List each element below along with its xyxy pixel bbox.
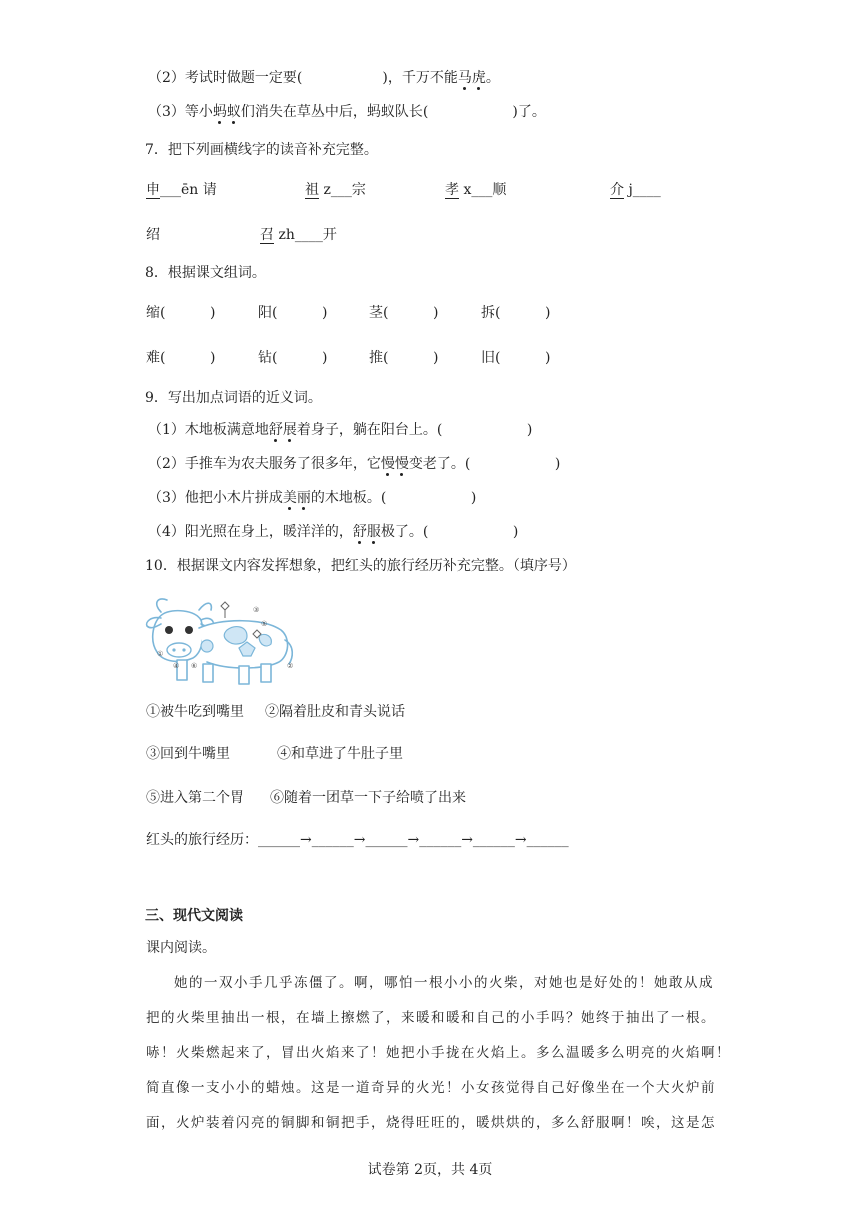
q7-word-5: 召 zh____开 — [260, 227, 337, 243]
q9-item4: （4）阳光照在身上，暖洋洋的，舒服极了。( ) — [148, 524, 519, 540]
cow-label: ① — [157, 650, 164, 658]
q7-word-4-tail: 绍 — [146, 227, 160, 243]
q6-item3: （3）等小蚂蚁们消失在草丛中后，蚂蚁队长( )了。 — [148, 104, 546, 120]
q10-option-4: ④和草进了牛肚子里 — [277, 746, 403, 762]
q7-title: 7．把下列画横线字的读音补充完整。 — [145, 142, 378, 158]
q7-word-2: 祖 z___宗 — [305, 182, 366, 198]
cow-label: ③ — [253, 606, 260, 614]
q8-blank: 推( ) — [369, 350, 439, 366]
cow-label: ④ — [173, 662, 180, 670]
q7-word-3: 孝 x___顺 — [445, 182, 507, 198]
q8-title: 8．根据课文组词。 — [145, 265, 266, 281]
page-footer: 试卷第 2页，共 4页 — [367, 1162, 493, 1178]
passage-line: 把的火柴里抽出一根，在墙上擦燃了，来暖和暖和自己的小手吗？她终于抽出了一根。 — [146, 1010, 716, 1026]
q9-title: 9．写出加点词语的近义词。 — [145, 390, 322, 406]
q10-option-6: ⑥随着一团草一下子给喷了出来 — [270, 790, 466, 806]
section-subheading: 课内阅读。 — [146, 940, 216, 956]
q8-blank: 难( ) — [146, 350, 216, 366]
q7-word-4: 介 j____ — [610, 182, 661, 198]
passage-line: 简直像一支小小的蜡烛。这是一道奇异的火光！小女孩觉得自己好像坐在一个大火炉前 — [146, 1080, 716, 1096]
passage-line: 哧！火柴燃起来了，冒出火焰来了！她把小手拢在火焰上。多么温暖多么明亮的火焰啊！ — [146, 1045, 731, 1061]
q10-option-1: ①被牛吃到嘴里 — [146, 704, 244, 720]
q10-journey-blanks: 红头的旅行经历：______→______→______→______→______→______ — [146, 832, 569, 848]
cow-label: ⑤ — [261, 620, 268, 628]
q9-item2: （2）手推车为农夫服务了很多年，它慢慢变老了。( ) — [148, 456, 561, 472]
q8-blank: 旧( ) — [481, 350, 551, 366]
section-heading: 三、现代文阅读 — [145, 908, 243, 924]
passage-line: 面，火炉装着闪亮的铜脚和铜把手，烧得旺旺的，暖烘烘的，多么舒服啊！唉，这是怎 — [146, 1115, 716, 1131]
cow-label: ⑥ — [191, 662, 198, 670]
q10-option-2: ②隔着肚皮和青头说话 — [265, 704, 405, 720]
q8-blank: 茎( ) — [369, 305, 439, 321]
q9-item1: （1）木地板满意地舒展着身子，躺在阳台上。( ) — [148, 422, 533, 438]
q7-word-1: 申___ēn 请 — [146, 182, 217, 198]
q8-blank: 阳( ) — [258, 305, 328, 321]
q8-blank: 拆( ) — [481, 305, 551, 321]
q10-option-5: ⑤进入第二个胃 — [146, 790, 244, 806]
q8-blank: 缩( ) — [146, 305, 216, 321]
cow-label: ② — [287, 662, 294, 670]
q9-item3: （3）他把小木片拼成美丽的木地板。( ) — [148, 490, 477, 506]
cow-illustration — [143, 590, 303, 690]
q10-title: 10．根据课文内容发挥想象，把红头的旅行经历补充完整。（填序号） — [145, 558, 576, 574]
q8-blank: 钻( ) — [258, 350, 328, 366]
q6-item2: （2）考试时做题一定要( )，千万不能马虎。 — [148, 70, 500, 86]
passage-line: 她的一双小手几乎冻僵了。啊，哪怕一根小小的火柴，对她也是好处的！她敢从成 — [174, 975, 714, 991]
q10-option-3: ③回到牛嘴里 — [146, 746, 230, 762]
